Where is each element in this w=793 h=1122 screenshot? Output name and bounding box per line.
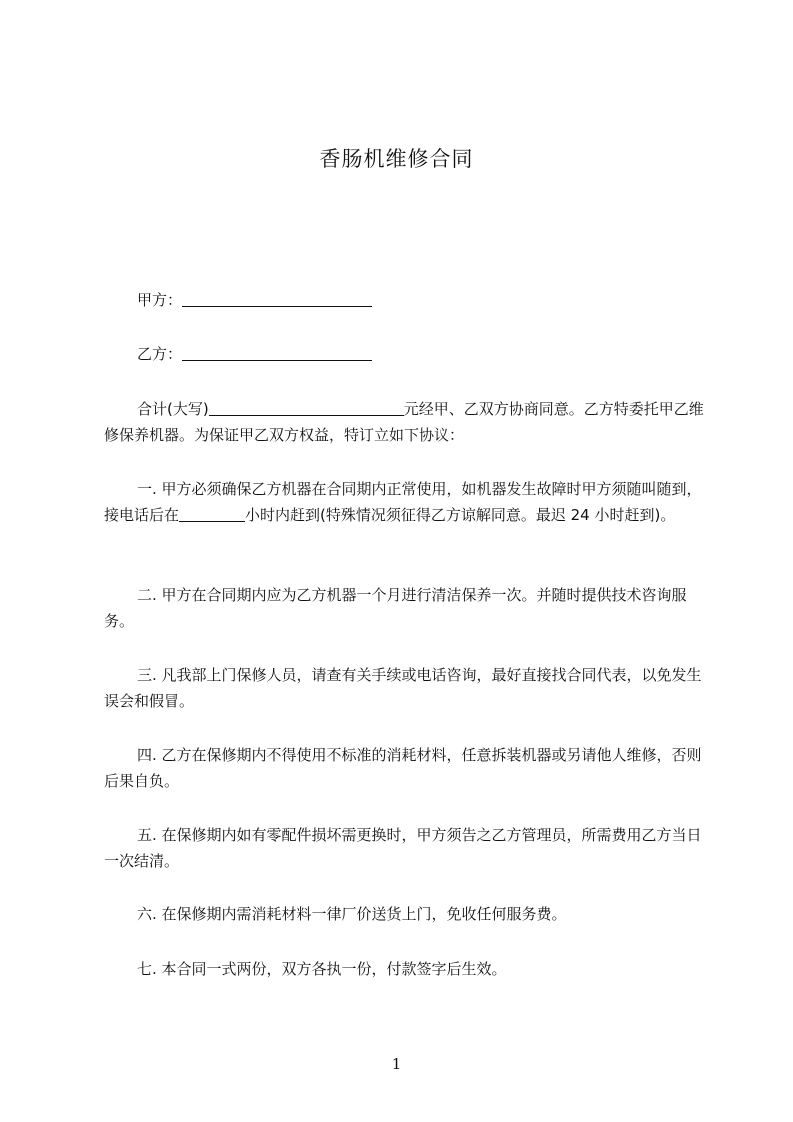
- party-a-label: 甲方：: [137, 291, 183, 309]
- clause-5: 五. 在保修期内如有零配件损坏需更换时，甲方须告之乙方管理员，所需费用乙方当日一次结清。: [104, 826, 702, 870]
- party-a-blank: [182, 290, 372, 307]
- party-b-line: [104, 341, 704, 367]
- clause-6: 六. 在保修期内需消耗材料一律厂价送货上门，免收任何服务费。: [137, 905, 567, 923]
- page-number: 1: [391, 1055, 402, 1073]
- clause-7: 七. 本合同一式两份，双方各执一份，付款签字后生效。: [137, 960, 507, 978]
- amount-prefix: 合计(大写): [137, 400, 209, 418]
- clause-1: [104, 476, 704, 528]
- clause-2: 二. 甲方在合同期内应为乙方机器一个月进行清洁保养一次。并随时提供技术咨询服务。: [104, 586, 687, 630]
- hours-blank: [179, 505, 245, 522]
- clause-3: 三. 凡我部上门保修人员，请查有关手续或电话咨询，最好直接找合同代表，以免发生误会和假冒。: [104, 666, 702, 710]
- amount-blank: [209, 399, 404, 416]
- document-title: 香肠机维修合同: [319, 147, 474, 171]
- clause-1-part2: 小时内赶到(特殊情况须征得乙方谅解同意。最迟 24 小时赶到)。: [245, 506, 676, 524]
- party-b-label: 乙方：: [137, 345, 183, 363]
- amount-suffix: 元经甲、乙双方协商同意。乙方特委托甲乙维修保养机器。为保证甲乙双方权益，特订立如下协议：: [104, 400, 704, 444]
- party-a-line: [104, 287, 704, 313]
- clause-4: 四. 乙方在保修期内不得使用不标准的消耗材料，任意拆装机器或另请他人维修，否则后果自负。: [104, 746, 702, 790]
- clause-1-part1: 一. 甲方必须确保乙方机器在合同期内正常使用，如机器发生故障时甲方须随叫随到，接电话后在: [104, 480, 702, 524]
- party-b-blank: [182, 344, 372, 361]
- amount-paragraph: [104, 396, 704, 448]
